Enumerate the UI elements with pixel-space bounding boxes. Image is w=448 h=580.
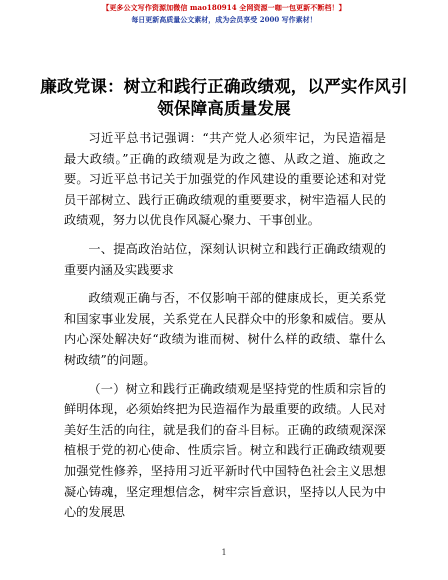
- section-heading-1: 一、提高政治站位，深刻认识树立和践行正确政绩观的重要内涵及实践要求: [64, 241, 386, 277]
- promo-banner: [0, 2, 448, 26]
- paragraph-3: （一）树立和践行正确政绩观是坚持党的性质和宗旨的鲜明体现，必须始终把为民造福作为最重要的政绩。人民对美好生活的向往，就是我们的奋斗目标。正确的政绩观深深植根于党的初心使命、性质宗旨。树立和践行正确政绩观要加强党性修养，坚持用习近平新时代中国特色社会主义思想凝心铸魂，坚定理想信念，树牢宗旨意识，坚持以人民为中心的发展思: [64, 381, 386, 520]
- promo-line-2: 每日更新高质量公文素材，成为会员享受 2000 写作素材！: [131, 15, 317, 24]
- document-title: 廉政党课：树立和践行正确政绩观，以严实作风引领保障高质量发展: [40, 77, 408, 118]
- paragraph-2: 政绩观正确与否，不仅影响干部的健康成长，更关系党和国家事业发展，关系党在人民群众中的形象和威信。要从内心深处解决好“政绩为谁而树、树什么样的政绩、靠什么树政绩”的问题。: [64, 291, 386, 367]
- page-number: 1: [221, 548, 227, 557]
- document-body: [64, 128, 386, 523]
- promo-line-1: 【更多公文写作资源加微信 mao180914 全网资源一咖一包更新不断档！】: [102, 3, 346, 12]
- paragraph-intro: 习近平总书记强调：“共产党人必须牢记，为民造福是最大政绩。”正确的政绩观是为政之德、从政之道、施政之要。习近平总书记关于加强党的作风建设的重要论述和对党员干部树立、践行正确政绩观的重要要求，树牢造福人民的政绩观，努力以优良作风凝心聚力、干事创业。: [64, 131, 386, 228]
